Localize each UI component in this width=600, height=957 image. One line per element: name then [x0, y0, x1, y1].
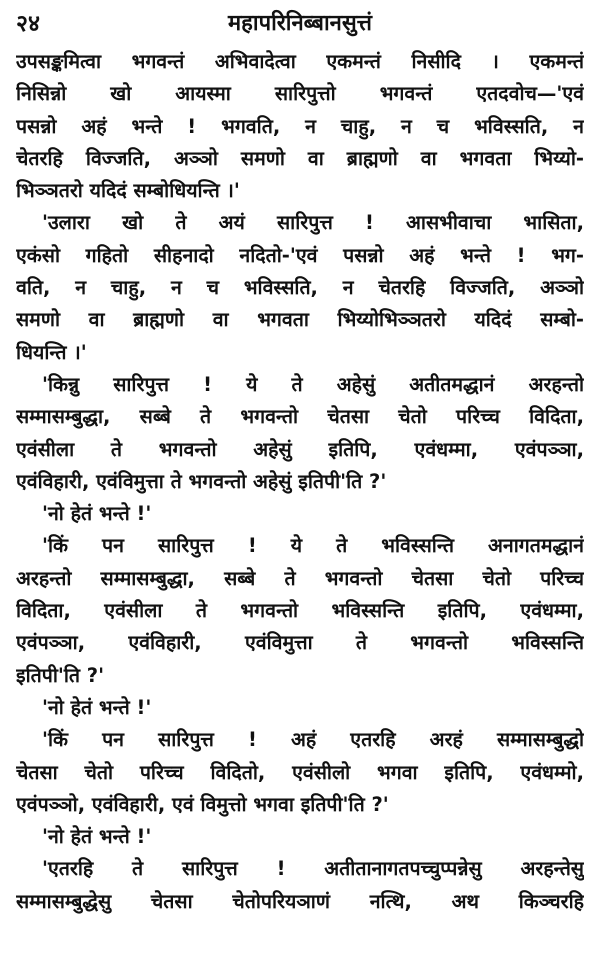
text-line: सम्मासम्बुद्धा, सब्बे ते भगवन्तो चेतसा चेतो परिच्च विदिता, — [16, 405, 584, 429]
text-line: एवंपञ्ञा, एवंविहारी, एवंविमुत्ता ते भगवन्तो भविस्सन्ति — [16, 631, 584, 655]
text-line: विदिता, एवंसीला ते भगवन्तो भविस्सन्ति इतिपि, एवंधम्मा, — [16, 599, 584, 623]
text-line: एकंसो गहितो सीहनादो नदितो-'एवं पसन्नो अहं भन्ते ! भग- — [16, 243, 584, 267]
page-header — [16, 6, 584, 42]
text-line: इतिपी'ति ?' — [16, 663, 105, 687]
text-line: सम्मासम्बुद्धेसु चेतसा चेतोपरियञाणं नत्थि, अथ किञ्चरहि — [16, 889, 584, 913]
text-line: 'एतरहि ते सारिपुत्त ! अतीतानागतपच्चुप्पन्नेसु अरहन्तेसु — [42, 857, 584, 881]
text-line: 'उलारा खो ते अयं सारिपुत्त ! आसभीवाचा भासिता, — [42, 211, 584, 235]
text-line: एवंपञ्ञो, एवंविहारी, एवं विमुत्तो भगवा इतिपी'ति ?' — [16, 792, 389, 816]
running-title: महापरिनिब्बानसुत्तं — [228, 11, 372, 36]
text-line: उपसङ्कमित्वा भगवन्तं अभिवादेत्वा एकमन्तं निसीदि । एकमन्तं — [16, 50, 584, 73]
text-line: चेतरहि विज्जति, अञ्ञो समणो वा ब्राह्मणो वा भगवता भिय्यो- — [16, 146, 584, 170]
text-line: धियन्ति ।' — [16, 340, 87, 364]
text-line: 'नो हेतं भन्ते !' — [42, 695, 152, 719]
text-line: 'नो हेतं भन्ते !' — [42, 825, 152, 849]
body-text — [16, 46, 584, 918]
text-line: 'किं पन सारिपुत्त ! ये ते भविस्सन्ति अनागतमद्धानं — [42, 534, 584, 558]
text-line: एवंसीला ते भगवन्तो अहेसुं इतिपि, एवंधम्मा, एवंपञ्ञा, — [16, 437, 584, 461]
text-line: भिञ्ञतरो यदिदं सम्बोधियन्ति ।' — [16, 179, 240, 203]
text-line: वति, न चाहु, न च भविस्सति, न चेतरहि विज्जति, अञ्ञो — [16, 276, 584, 300]
page-number: २४ — [16, 11, 40, 37]
text-line: समणो वा ब्राह्मणो वा भगवता भिय्योभिञ्ञतरो यदिदं सम्बो- — [16, 308, 584, 332]
text-line: एवंविहारी, एवंविमुत्ता ते भगवन्तो अहेसुं इतिपी'ति ?' — [16, 469, 387, 493]
text-line: 'किं पन सारिपुत्त ! अहं एतरहि अरहं सम्मासम्बुद्धो — [42, 728, 584, 752]
text-line: पसन्नो अहं भन्ते ! भगवति, न चाहु, न च भविस्सति, न — [16, 114, 584, 138]
text-line: अरहन्तो सम्मासम्बुद्धा, सब्बे ते भगवन्तो चेतसा चेतो परिच्च — [16, 566, 584, 590]
text-line: 'नो हेतं भन्ते !' — [42, 502, 152, 526]
text-line: 'किन्नु सारिपुत्त ! ये ते अहेसुं अतीतमद्धानं अरहन्तो — [42, 372, 584, 396]
text-line: चेतसा चेतो परिच्च विदितो, एवंसीलो भगवा इतिपि, एवंधम्मो, — [16, 760, 584, 784]
text-line: निसिन्नो खो आयस्मा सारिपुत्तो भगवन्तं एतदवोच—'एवं — [16, 82, 584, 106]
